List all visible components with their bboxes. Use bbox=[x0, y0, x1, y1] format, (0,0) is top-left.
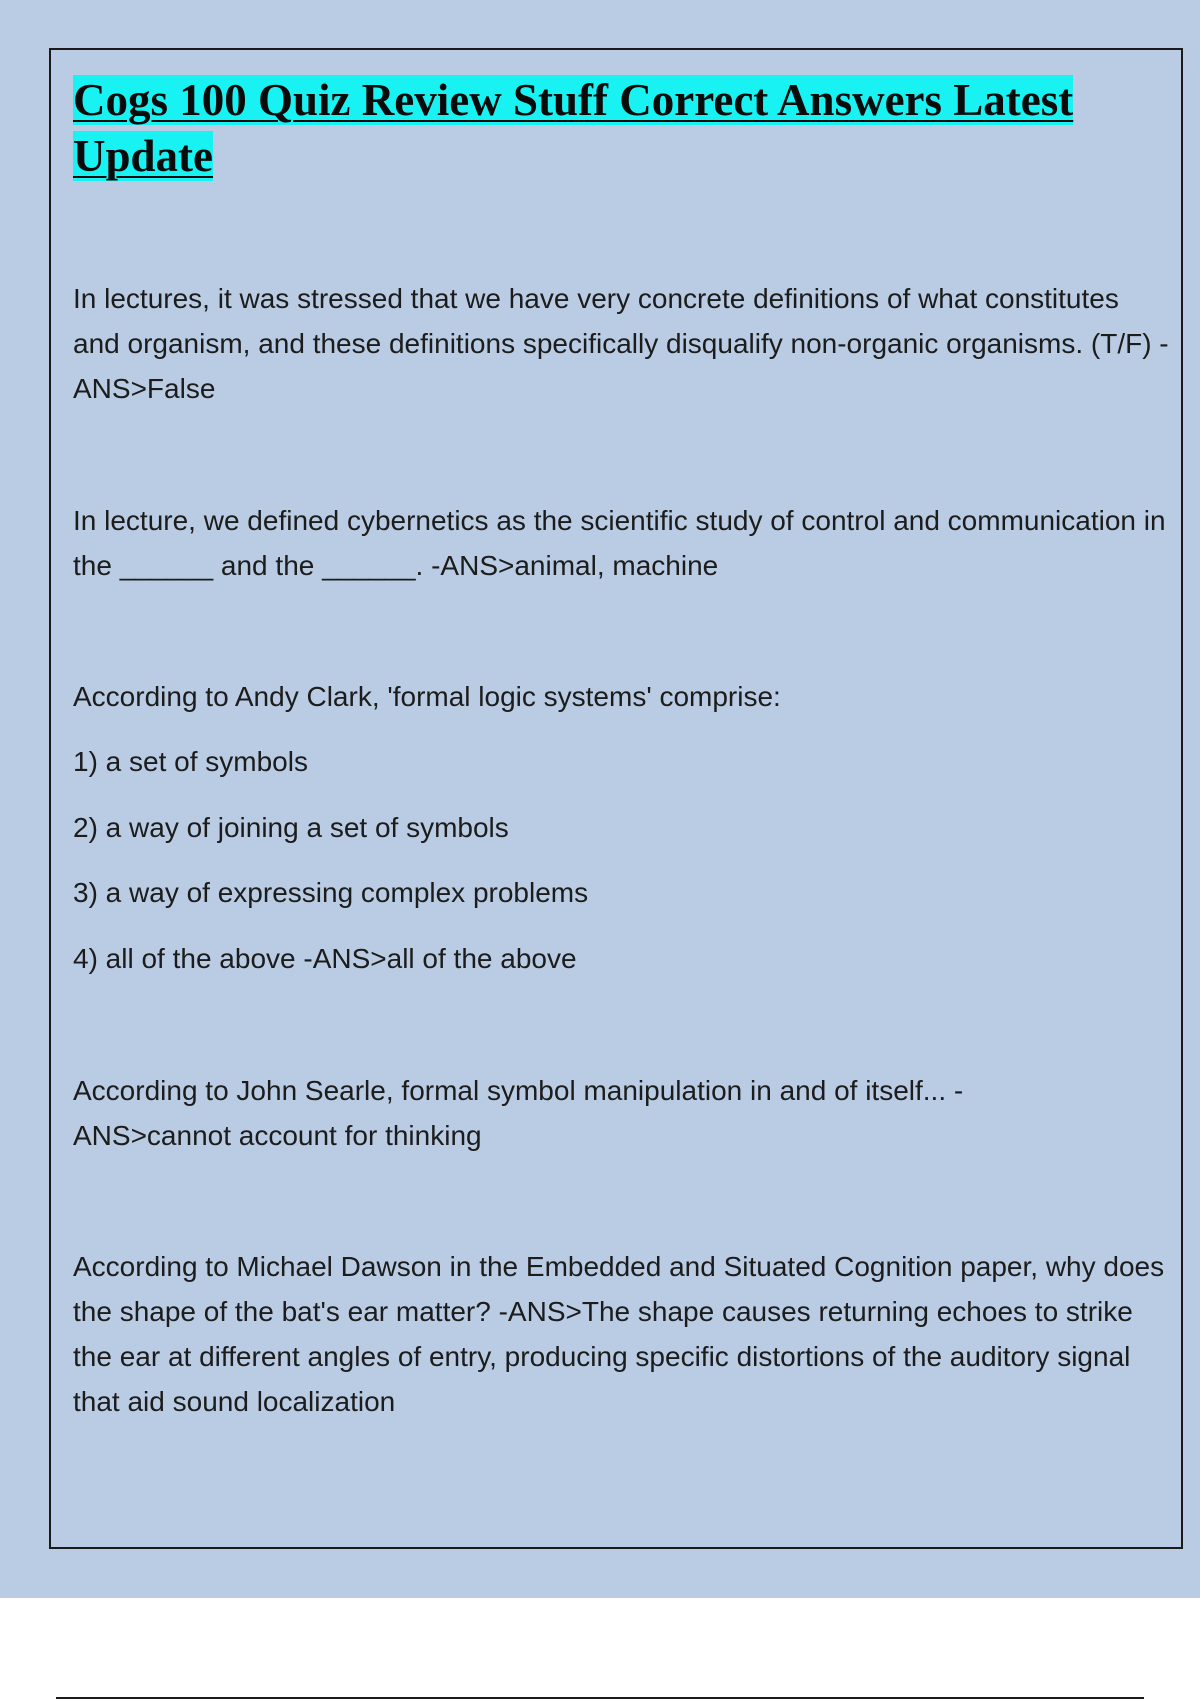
title-highlight: Cogs 100 Quiz Review Stuff Correct Answers Latest Update bbox=[73, 75, 1074, 181]
document-title bbox=[73, 72, 1163, 184]
question-2: In lecture, we defined cybernetics as the scientific study of control and communication in the ______ and the ______. -ANS>animal, machine bbox=[73, 505, 1166, 581]
question-4: According to John Searle, formal symbol manipulation in and of itself... -ANS>cannot account for thinking bbox=[73, 1075, 964, 1151]
question-3-option-2: 2) a way of joining a set of symbols bbox=[73, 812, 509, 843]
question-3-option-3: 3) a way of expressing complex problems bbox=[73, 877, 589, 908]
page-footer-rule bbox=[56, 1697, 1144, 1699]
question-3-option-4: 4) all of the above -ANS>all of the above bbox=[73, 943, 577, 974]
question-5: According to Michael Dawson in the Embedded and Situated Cognition paper, why does the shape of the bat's ear matter? -ANS>The shape causes returning echoes to strike the ear at different angles of entry, producing specific distortions of the auditory signal that aid sound localization bbox=[73, 1251, 1165, 1417]
question-3-option-1: 1) a set of symbols bbox=[73, 746, 308, 777]
question-1: In lectures, it was stressed that we have very concrete definitions of what constitutes and organism, and these definitions specifically disqualify non-organic organisms. (T/F) -ANS>False bbox=[73, 283, 1169, 404]
question-3-prompt: According to Andy Clark, 'formal logic systems' comprise: bbox=[73, 681, 781, 712]
